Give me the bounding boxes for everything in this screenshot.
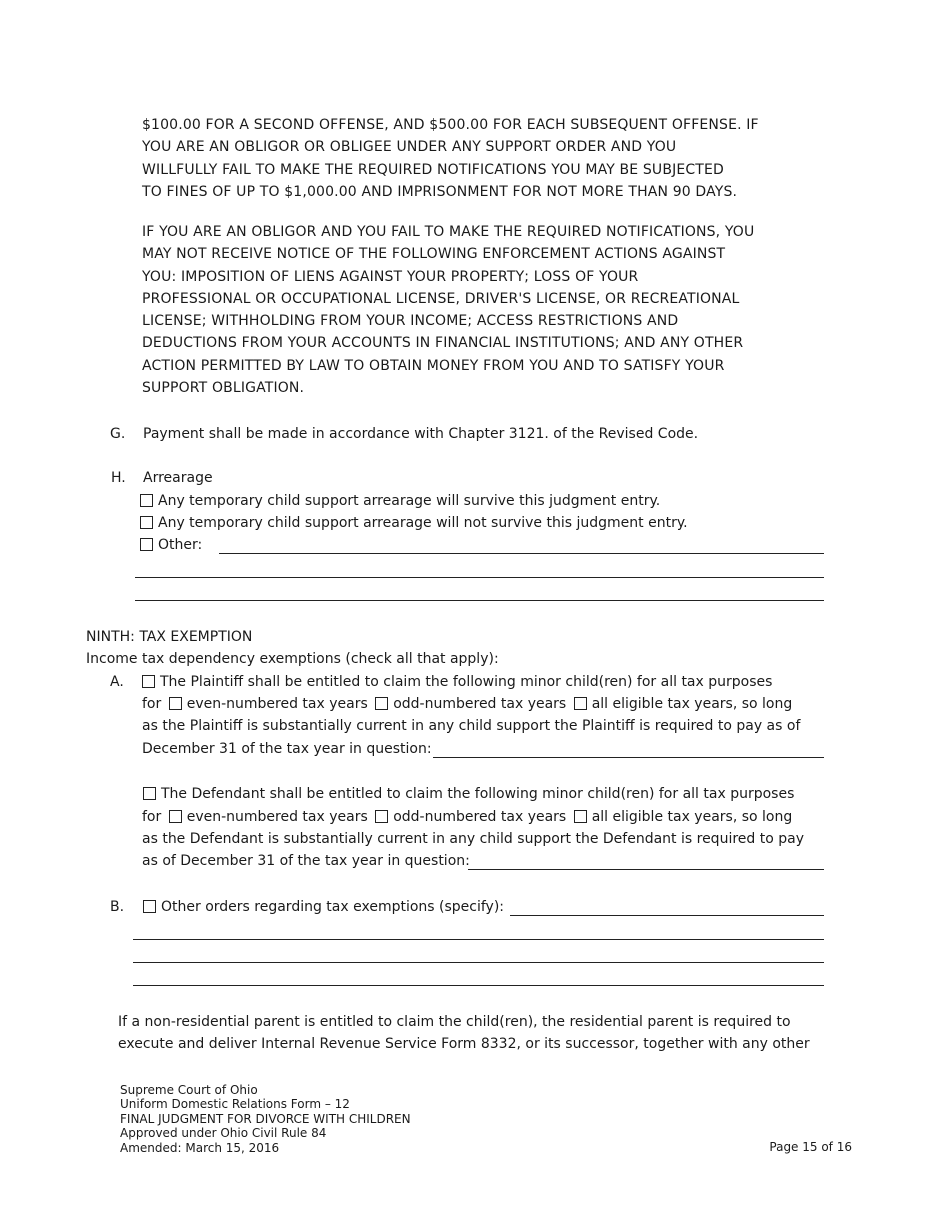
section-g-letter: G. [110, 426, 126, 442]
plaintiff-for-label: for [142, 696, 162, 712]
defendant-date-label: as of December 31 of the tax year in question: [142, 853, 470, 869]
arrearage-other-field[interactable] [219, 553, 824, 554]
arrearage-other-field-line-2[interactable] [135, 577, 824, 578]
arrearage-survive-label: Any temporary child support arrearage will survive this judgment entry. [158, 493, 661, 509]
section-a-letter: A. [110, 674, 124, 690]
plaintiff-claim-checkbox[interactable] [142, 675, 155, 688]
defendant-claim-text: The Defendant shall be entitled to claim the following minor child(ren) for all tax purposes [161, 786, 795, 802]
defendant-odd-checkbox[interactable] [375, 810, 388, 823]
arrearage-other-field-line-3[interactable] [135, 600, 824, 601]
other-tax-orders-checkbox[interactable] [143, 900, 156, 913]
plaintiff-children-field[interactable] [433, 757, 824, 758]
notice-line: IF YOU ARE AN OBLIGOR AND YOU FAIL TO MAKE THE REQUIRED NOTIFICATIONS, YOU [142, 224, 755, 240]
plaintiff-odd-checkbox[interactable] [375, 697, 388, 710]
plaintiff-all-label: all eligible tax years, so long [591, 696, 793, 712]
other-tax-orders-field-line-4[interactable] [133, 985, 824, 986]
other-tax-orders-field-line-2[interactable] [133, 939, 824, 940]
footer-line: Amended: March 15, 2016 [120, 1140, 280, 1155]
notice-line: $100.00 FOR A SECOND OFFENSE, AND $500.00 FOR EACH SUBSEQUENT OFFENSE. IF [142, 117, 759, 133]
closing-line-2: execute and deliver Internal Revenue Service Form 8332, or its successor, together with any other [118, 1036, 810, 1052]
page-number: Page 15 of 16 [769, 1140, 852, 1154]
arrearage-option-not-survive[interactable] [140, 512, 688, 534]
defendant-all-checkbox[interactable] [574, 810, 587, 823]
plaintiff-claim-text: The Plaintiff shall be entitled to claim the following minor child(ren) for all tax purposes [160, 674, 773, 690]
arrearage-option-survive[interactable] [140, 490, 660, 512]
plaintiff-odd-label: odd-numbered tax years [393, 696, 567, 712]
notice-line: ACTION PERMITTED BY LAW TO OBTAIN MONEY FROM YOU AND TO SATISFY YOUR [142, 357, 725, 374]
arrearage-not-survive-checkbox[interactable] [140, 516, 153, 529]
ninth-heading: NINTH: TAX EXEMPTION [86, 629, 253, 645]
plaintiff-even-label: even-numbered tax years [186, 696, 368, 712]
other-tax-orders-field[interactable] [510, 915, 824, 916]
notice-line: WILLFULLY FAIL TO MAKE THE REQUIRED NOTIFICATIONS YOU MAY BE SUBJECTED [142, 161, 724, 178]
defendant-children-field[interactable] [468, 869, 824, 870]
plaintiff-date-label: December 31 of the tax year in question: [142, 741, 432, 757]
plaintiff-condition: as the Plaintiff is substantially current in any child support the Plaintiff is required to pay as of [142, 718, 801, 734]
notice-paragraph-1 [142, 114, 832, 203]
plaintiff-all-checkbox[interactable] [574, 697, 587, 710]
plaintiff-even-checkbox[interactable] [169, 697, 182, 710]
plaintiff-years-row [142, 693, 792, 715]
notice-line: MAY NOT RECEIVE NOTICE OF THE FOLLOWING ENFORCEMENT ACTIONS AGAINST [142, 246, 726, 263]
defendant-years-row [142, 806, 792, 828]
other-tax-orders[interactable] [143, 896, 504, 918]
defendant-for-label: for [142, 809, 162, 825]
arrearage-not-survive-label: Any temporary child support arrearage will not survive this judgment entry. [158, 515, 688, 531]
section-h-title: Arrearage [143, 470, 213, 486]
arrearage-other-checkbox[interactable] [140, 538, 153, 551]
ninth-intro: Income tax dependency exemptions (check all that apply): [86, 651, 499, 667]
defendant-condition: as the Defendant is substantially current in any child support the Defendant is required to pay [142, 831, 804, 847]
closing-line-1: If a non-residential parent is entitled to claim the child(ren), the residential parent is required to [118, 1014, 791, 1030]
arrearage-option-other[interactable] [140, 534, 202, 556]
footer-form-info [120, 1083, 411, 1155]
arrearage-other-label: Other: [158, 537, 203, 553]
notice-line: YOU ARE AN OBLIGOR OR OBLIGEE UNDER ANY SUPPORT ORDER AND YOU [142, 139, 677, 156]
footer-line: Supreme Court of Ohio [120, 1083, 258, 1097]
plaintiff-claim[interactable] [142, 671, 772, 693]
other-tax-orders-field-line-3[interactable] [133, 962, 824, 963]
notice-paragraph-2 [142, 221, 832, 399]
section-g-text: Payment shall be made in accordance with Chapter 3121. of the Revised Code. [143, 426, 699, 442]
defendant-claim[interactable] [143, 783, 794, 805]
defendant-claim-checkbox[interactable] [143, 787, 156, 800]
footer-line: FINAL JUDGMENT FOR DIVORCE WITH CHILDREN [120, 1111, 411, 1126]
notice-line: TO FINES OF UP TO $1,000.00 AND IMPRISONMENT FOR NOT MORE THAN 90 DAYS. [142, 183, 738, 200]
defendant-even-checkbox[interactable] [169, 810, 182, 823]
notice-line: DEDUCTIONS FROM YOUR ACCOUNTS IN FINANCIAL INSTITUTIONS; AND ANY OTHER [142, 335, 744, 352]
footer-line: Uniform Domestic Relations Form – 12 [120, 1097, 350, 1112]
other-tax-orders-label: Other orders regarding tax exemptions (specify): [161, 899, 505, 915]
arrearage-survive-checkbox[interactable] [140, 494, 153, 507]
defendant-odd-label: odd-numbered tax years [393, 809, 567, 825]
defendant-all-label: all eligible tax years, so long [591, 809, 793, 825]
section-h-letter: H. [111, 470, 126, 486]
notice-line: YOU: IMPOSITION OF LIENS AGAINST YOUR PROPERTY; LOSS OF YOUR [142, 268, 639, 285]
notice-line: PROFESSIONAL OR OCCUPATIONAL LICENSE, DRIVER'S LICENSE, OR RECREATIONAL [142, 290, 740, 307]
footer-line: Approved under Ohio Civil Rule 84 [120, 1126, 327, 1141]
section-b-letter: B. [110, 899, 125, 915]
notice-line: SUPPORT OBLIGATION. [142, 380, 305, 397]
defendant-even-label: even-numbered tax years [186, 809, 368, 825]
notice-line: LICENSE; WITHHOLDING FROM YOUR INCOME; ACCESS RESTRICTIONS AND [142, 313, 679, 330]
